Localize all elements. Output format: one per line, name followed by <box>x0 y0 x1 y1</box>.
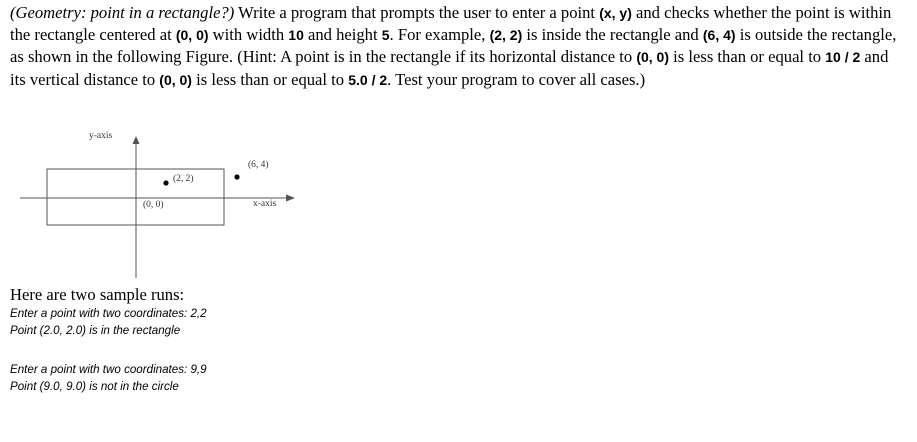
point-inside <box>163 180 168 185</box>
run1-output: Point (2.0, 2.0) is in the rectangle <box>10 324 181 337</box>
point-outside-label: (6, 4) <box>248 160 269 170</box>
code-width: 10 <box>288 27 304 44</box>
code-height: 5 <box>381 27 390 44</box>
code-origin: (0, 0) <box>636 49 670 66</box>
run2-prompt: Enter a point with two coordinates: 9,9 <box>10 363 207 376</box>
figure-drawing <box>0 120 330 280</box>
problem-text: is less than or equal to <box>669 47 826 67</box>
sample-runs-heading: Here are two sample runs: <box>10 285 185 304</box>
problem-text: and checks whether the point is within the rectangle centered at <box>10 3 892 45</box>
code-half-height: 5.0 / 2 <box>348 71 388 88</box>
problem-text: is inside the rectangle and <box>522 25 703 45</box>
problem-text: Write a program that prompts the user to enter a point <box>234 3 600 22</box>
code-xy: (x, y) <box>599 5 632 21</box>
problem-text: . For example, <box>389 25 490 45</box>
problem-statement <box>10 2 905 91</box>
problem-text: with width <box>208 25 289 45</box>
code-origin: (0, 0) <box>159 71 192 88</box>
x-axis-label: x-axis <box>253 199 277 209</box>
problem-text: is outside the rectangle, as shown in the following Figure. (Hint: A point is in the rectangle if its horizontal distance to <box>10 25 897 67</box>
rectangle-figure <box>0 120 330 280</box>
y-axis-arrow <box>133 136 140 144</box>
code-point-outside: (6, 4) <box>702 27 736 44</box>
x-axis-arrow <box>286 195 295 202</box>
problem-text: is less than or equal to <box>191 69 349 89</box>
run1-prompt: Enter a point with two coordinates: 2,2 <box>10 307 207 320</box>
problem-text: . Test your program to cover all cases.) <box>387 69 646 89</box>
code-point-inside: (2, 2) <box>489 27 523 44</box>
problem-text: and height <box>303 25 382 45</box>
y-axis-label: y-axis <box>89 131 113 141</box>
code-origin: (0, 0) <box>175 27 209 44</box>
point-outside <box>234 174 239 179</box>
point-inside-label: (2, 2) <box>173 174 194 184</box>
problem-title: (Geometry: point in a rectangle?) <box>10 3 235 22</box>
code-half-width: 10 / 2 <box>825 49 861 66</box>
run2-output: Point (9.0, 9.0) is not in the circle <box>10 380 179 393</box>
problem-text: and its vertical distance to <box>10 47 889 89</box>
origin-label: (0, 0) <box>143 200 164 210</box>
